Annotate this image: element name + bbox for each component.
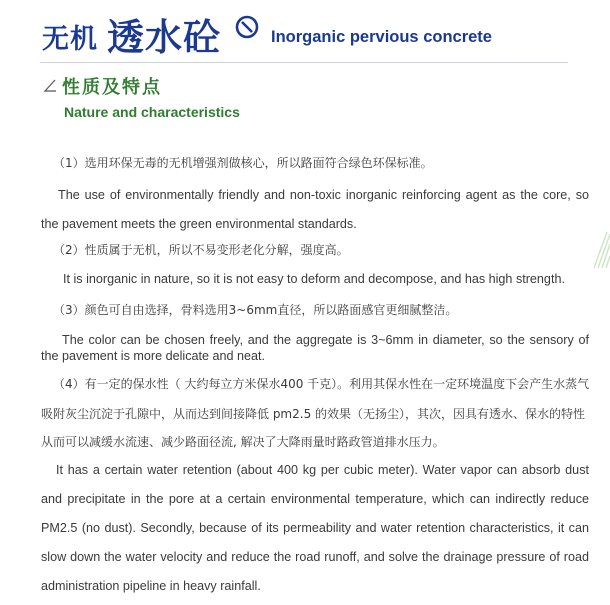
paragraph-3-en-text: The color can be chosen freely, and the aggregate is 3~6mm in diameter, so the sensory of the pavement is more delicate and neat. <box>41 333 589 363</box>
paragraph-4-cn-line-2: 吸附灰尘沉淀于孔隙中，从而达到间接降低 pm2.5 的效果（无扬尘），其次，因具有透水、保水的特性 <box>41 407 586 421</box>
angle-mark-icon <box>42 78 58 94</box>
paragraph-1-en-text: The use of environmentally friendly and non-toxic inorganic reinforcing agent as the core, so the pavement meets the green environmental standards. <box>41 188 589 231</box>
page-header <box>0 0 610 60</box>
paragraph-4-cn-line-1: （4）有一定的保水性（ 大约每立方米保水400 千克）。利用其保水性在一定环境温度下会产生水蒸气 <box>53 377 590 391</box>
paragraph-2-cn: （2）性质属于无机，所以不易变形老化分解，强度高。 <box>53 243 349 257</box>
paragraph-1-cn: （1）选用环保无毒的无机增强剂做核心，所以路面符合绿色环保标准。 <box>53 156 433 170</box>
paragraph-2-en: It is inorganic in nature, so it is not easy to deform and decompose, and has high strength. <box>63 272 565 286</box>
paragraph-4-en-text: It has a certain water retention (about 400 kg per cubic meter). Water vapor can absorb dust and precipitate in the pore at a certain environmental temperature, which can indirectly reduce PM2.5 (no dust). Secondly, because of its permeability and water retention characteristics, it can slow down the water velocity and reduce the road runoff, and solve the drainage pressure of road administration pipeline in heavy rainfall. <box>41 463 589 593</box>
title-cn-main: 透水砼 <box>107 16 221 59</box>
paragraph-1-en <box>41 181 589 239</box>
no-entry-circle-icon <box>235 15 259 39</box>
paragraph-4-cn-line-3: 从而可以减缓水流速、减少路面径流, 解决了大降雨量时路政管道排水压力。 <box>41 435 445 449</box>
section-title-cn: 性质及特点 <box>62 77 162 98</box>
title-cn-prefix: 无机 <box>42 24 98 55</box>
section-title-en: Nature and characteristics <box>64 104 240 120</box>
paragraph-3-en <box>41 332 589 364</box>
paragraph-3-cn: （3）颜色可自由选择，骨料选用3~6mm直径，所以路面感官更细腻整洁。 <box>53 303 458 317</box>
header-divider <box>40 62 568 63</box>
side-stripes-decoration <box>594 232 610 268</box>
paragraph-4-en <box>41 456 589 601</box>
title-en: Inorganic pervious concrete <box>271 28 492 46</box>
